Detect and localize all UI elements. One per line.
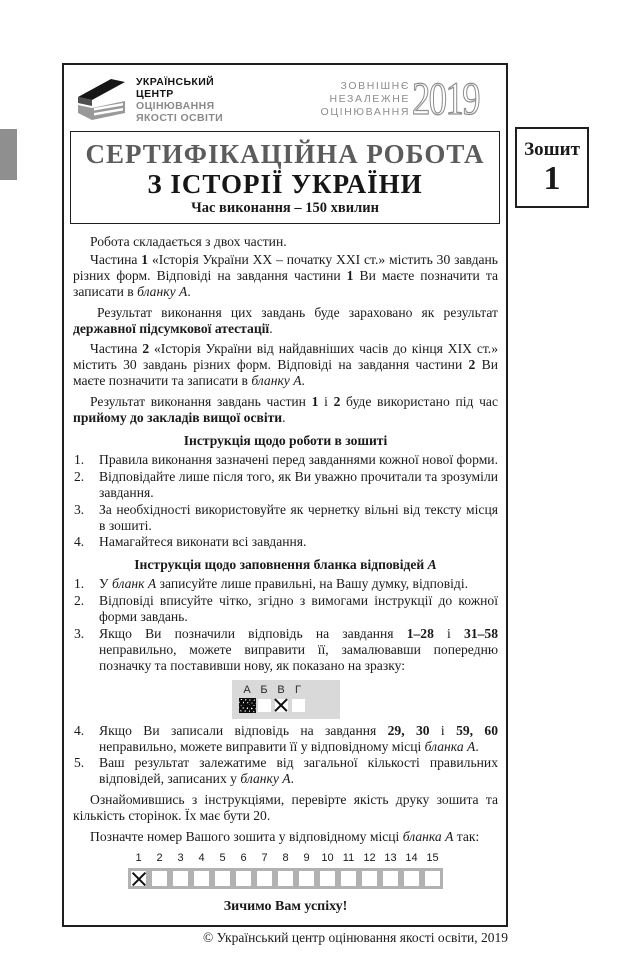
list-item-number: 1. [74,451,85,467]
open-book-logo-icon [76,75,128,125]
sample-column-letter: Б [260,683,268,696]
grid-answer-box [362,871,377,886]
mark-booklet-paragraph: Позначте номер Вашого зошита у відповідному місці бланка А так: [90,829,480,845]
grid-number-label: 3 [177,852,184,864]
grid-number-label: 4 [198,852,205,864]
intro-paragraph-4: Частина 2 «Історія України від найдавніших часів до кінця ХІХ ст.» містить 30 завдань різних форм. Відповіді на завдання частини 2 Ви маєте позначити та записати в бланку А. [73,341,499,389]
page-title-line2: З ІСТОРІЇ УКРАЇНИ [147,169,423,199]
instructions-body [64,230,506,915]
grid-number-label: 10 [321,852,334,864]
booklet-number-grid [128,852,443,889]
grid-number-label: 9 [303,852,310,864]
list-item-number: 2. [74,593,85,609]
sample-letters-row [239,684,333,697]
list-item-text: Якщо Ви записали відповідь на завдання 29, 30 і 59, 60 неправильно, можете виправити її у відповідному місці бланка А. [99,722,499,754]
grid-answer-box [383,871,398,886]
sample-answer-cell [292,699,305,712]
main-content-box [62,63,508,927]
grid-number-label: 8 [282,852,289,864]
grid-numbers-row [128,852,443,865]
grid-number-label: 15 [426,852,439,864]
good-luck-message: Зичимо Вам успіху! [223,899,348,914]
list-item [73,723,498,755]
grid-answer-box [320,871,335,886]
title-box [70,131,500,224]
grid-number-label: 13 [384,852,397,864]
grid-answer-box [152,871,167,886]
grid-box-x-marked [131,871,146,886]
copyright-footer: © Український центр оцінювання якості освіти, 2019 [203,929,508,945]
intro-paragraph-1: Робота складається з двох частин. [90,234,287,249]
zno-text [321,80,410,119]
list-item [73,755,498,787]
list-item-number: 2. [74,468,85,484]
zno-badge [320,73,496,125]
exam-cover-page [0,63,640,946]
grid-number-label: 12 [363,852,376,864]
list-item [73,593,498,625]
list-item-text: Відповіді вписуйте чітко, згідно з вимогами інструкції до кожної форми завдань. [99,593,498,625]
list-item-text: У бланк А записуйте лише правильні, на Вашу думку, відповіді. [99,576,469,592]
sample-column-letter: В [277,683,285,696]
list-item [73,452,498,468]
list-item-number: 4. [74,722,85,738]
ucoqa-logo [76,73,223,125]
grid-answer-box [299,871,314,886]
grid-answer-box [404,871,419,886]
intro-paragraph-5: Результат виконання завдань частин 1 і 2 буде використано під час прийому до закладів вищої освіти. [73,394,499,426]
logo-text-line: УКРАЇНСЬКИЙ [136,76,215,88]
list-item-text: Правила виконання зазначені перед завданнями кожної нової форми. [99,451,498,467]
ucoqa-logo-text [136,76,223,124]
list-item-text: Ваш результат залежатиме від загальної кількості правильних відповідей, записаних у бланку А. [99,755,498,787]
answer-correction-sample [232,680,340,719]
sample-column-letter: А [243,683,251,696]
list-item-number: 5. [74,755,85,771]
grid-answer-box [215,871,230,886]
zno-text-line: ЗОВНІШНЄ [340,79,410,92]
list-item [73,534,498,550]
list-item [73,469,498,501]
list-item-number: 3. [74,625,85,641]
grid-answer-box [173,871,188,886]
section2-heading: Інструкція щодо заповнення бланка відповідей А [134,557,437,573]
page-edge-tab [0,129,17,180]
logo-text-line: ОЦІНЮВАННЯ [136,100,215,112]
list-item [73,626,498,674]
check-print-paragraph: Ознайомившись з інструкціями, перевірте якість друку зошита та кількість сторінок. Їх має бути 20. [73,792,498,824]
grid-number-label: 7 [261,852,268,864]
sample-column-letter: Г [295,683,301,696]
sample-cells-row [239,699,333,712]
list-item-text: Якщо Ви позначили відповідь на завдання 1–28 і 31–58 неправильно, можете виправити її, замалювавши попередню позначку та поставивши нову, як показано на зразку: [99,625,498,673]
list-item-number: 4. [74,534,85,550]
list-item-text: Відповідайте лише після того, як Ви уважно прочитали та зрозуміли завдання. [99,468,498,500]
zno-text-line: НЕЗАЛЕЖНЕ [329,92,410,105]
section1-heading: Інструкція щодо роботи в зошиті [183,432,388,448]
grid-number-label: 2 [156,852,163,864]
intro-paragraph-3: Результат виконання цих завдань буде зараховано як результат державної підсумкової атестації. [73,304,498,336]
grid-answer-box [425,871,440,886]
sample-cell-scribbled-mark [241,699,254,712]
list-item [73,576,498,592]
list-item [73,502,498,534]
grid-answer-box [257,871,272,886]
grid-answer-box [194,871,209,886]
grid-number-label: 5 [219,852,226,864]
grid-number-label: 14 [405,852,418,864]
booklet-number: 1 [543,159,561,197]
zno-year: 2019 [412,73,480,125]
grid-boxes-row [128,868,443,889]
page-title-line1: СЕРТИФІКАЦІЙНА РОБОТА [85,139,485,169]
grid-number-label: 11 [342,852,355,864]
sample-cell-x-mark [275,699,288,712]
grid-answer-box [278,871,293,886]
grid-number-label: 1 [135,852,142,864]
duration-note: Час виконання – 150 хвилин [191,200,379,216]
list-item-number: 1. [74,576,85,592]
page-header [64,65,506,129]
grid-answer-box [236,871,251,886]
booklet-label: Зошит [524,138,580,160]
list-item-text: За необхідності використовуйте як чернетку вільні від тексту місця в зошиті. [99,501,498,533]
zno-text-line: ОЦІНЮВАННЯ [320,105,410,118]
grid-number-label: 6 [240,852,247,864]
logo-text-line: ЯКОСТІ ОСВІТИ [136,112,224,124]
list-item-number: 3. [74,501,85,517]
intro-paragraph-2: Частина 1 «Історія України ХХ – початку ХХІ ст.» містить 30 завдань різних форм. Відповіді на завдання частини 1 Ви маєте позначити та записати в бланку А. [73,251,499,299]
grid-answer-box [341,871,356,886]
logo-text-line: ЦЕНТР [136,88,174,100]
list-item-text: Намагайтеся виконати всі завдання. [99,534,307,550]
booklet-number-box [515,127,589,208]
sample-answer-cell [258,699,271,712]
